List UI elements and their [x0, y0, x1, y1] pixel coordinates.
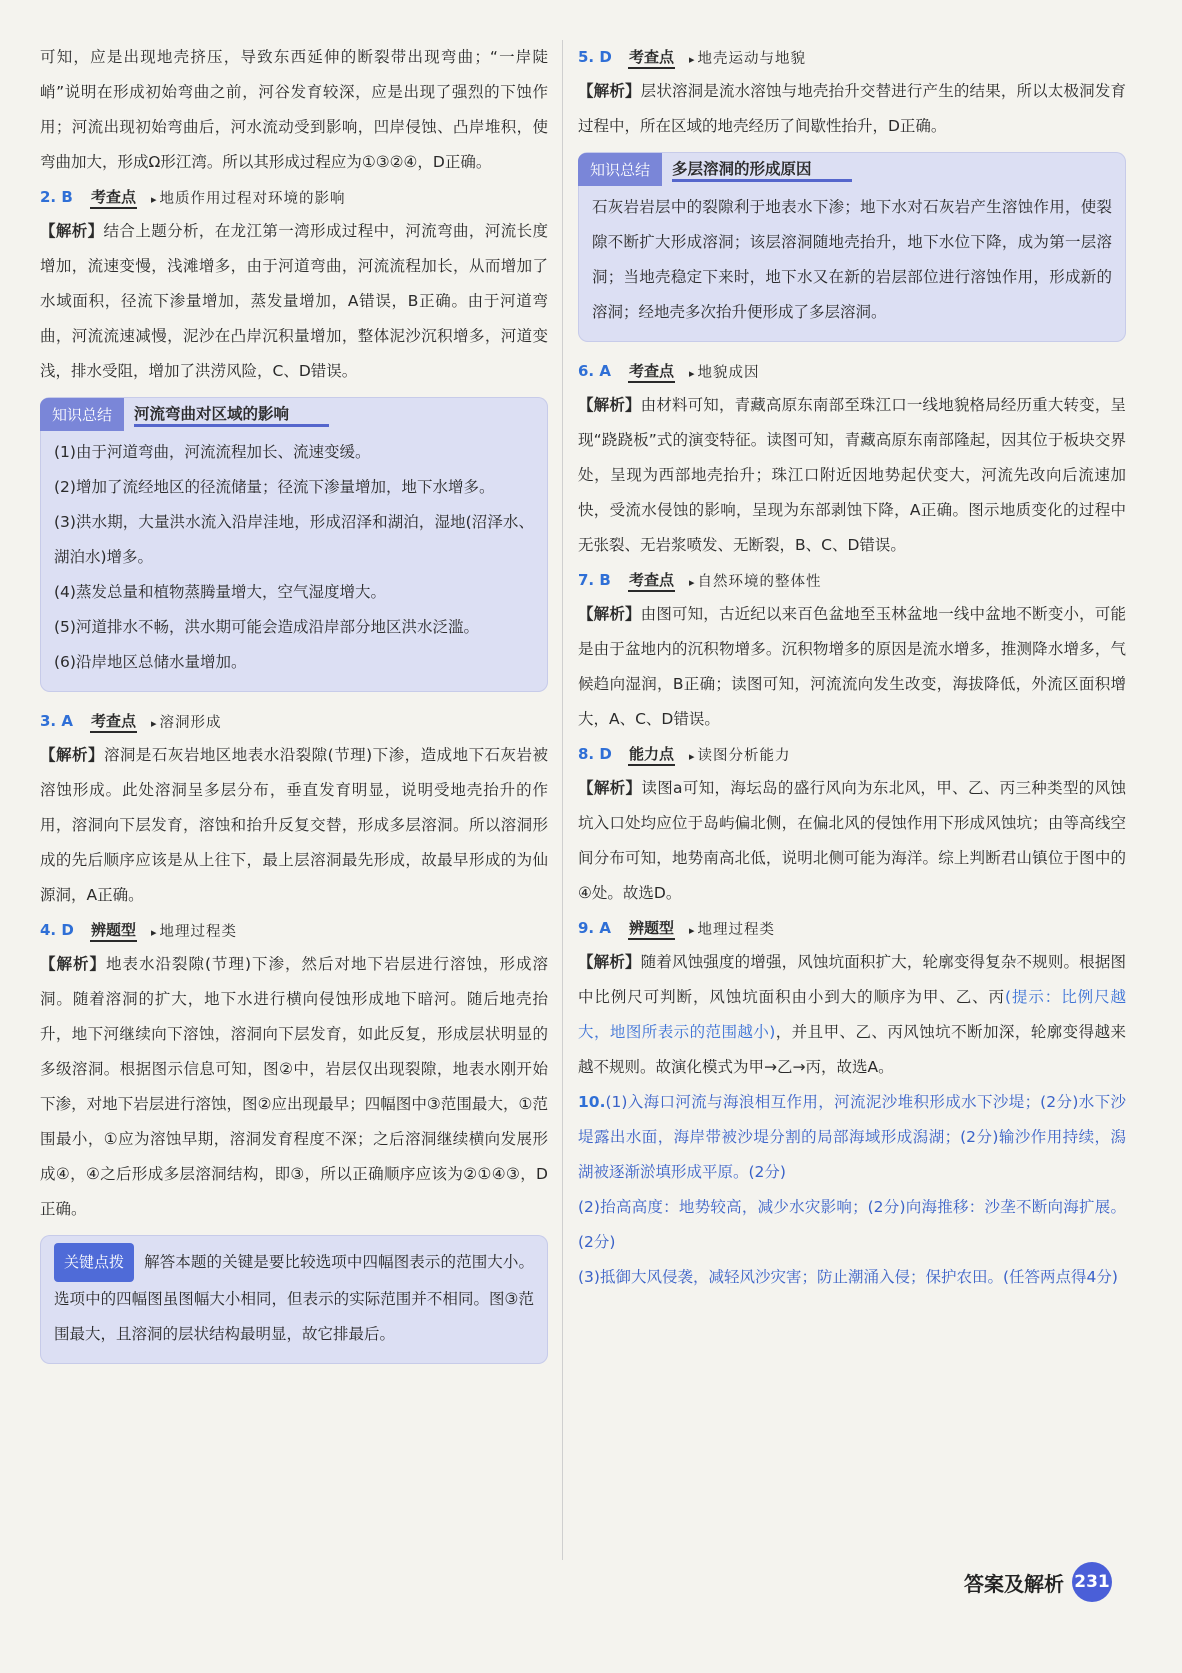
analysis-text: 由图可知，古近纪以来百色盆地至玉林盆地一线中盆地不断变小，可能是由于盆地内的沉积物增多。沉积物增多的原因是流水增多，推测降水增多，气候趋向湿润，B正确；读图可知，河流流向发生改变，海拔降低，外流区面积增大，A、C、D错误。 [578, 605, 1126, 728]
question-4-analysis [40, 947, 548, 1227]
analysis-tag: 【解析】 [578, 605, 641, 623]
analysis-tag: 【解析】 [578, 82, 641, 100]
summary-text: 石灰岩岩层中的裂隙利于地表水下渗；地下水对石灰岩产生溶蚀作用，使裂隙不断扩大形成溶洞；该层溶洞随地壳抬升，地下水位下降，成为第一层溶洞；当地壳稳定下来时，地下水又在新的岩层部位进行溶蚀作用，形成新的溶洞；经地壳多次抬升便形成了多层溶洞。 [592, 198, 1112, 321]
question-6 [578, 354, 1126, 563]
question-number: 5. D [578, 48, 612, 66]
question-topic: ▸ 地质作用过程对环境的影响 [151, 187, 346, 208]
analysis-tag: 【解析】 [40, 746, 104, 764]
summary-item: (6)沿岸地区总储水量增加。 [54, 653, 247, 671]
hint-text: (提示：比例尺越大，地图所表示的范围越小) [578, 988, 1126, 1041]
question-type: 辨题型 [90, 919, 137, 942]
question-type: 能力点 [628, 743, 675, 766]
analysis-tag: 【解析】 [578, 396, 641, 414]
question-type: 考查点 [628, 360, 675, 383]
question-9 [578, 911, 1126, 1085]
question-6-header [578, 354, 1126, 388]
right-column [578, 40, 1126, 1295]
left-column [40, 40, 548, 1376]
question-2-analysis [40, 214, 548, 389]
box-header [578, 152, 1126, 186]
question-9-header [578, 911, 1126, 945]
analysis-text: ，并且甲、乙、丙风蚀坑不断加深，轮廓变得越来越不规则。故演化模式为甲→乙→丙，故选A。 [578, 1023, 1126, 1076]
question-2-header [40, 180, 548, 214]
analysis-text: 溶洞是石灰岩地区地表水沿裂隙(节理)下渗，造成地下石灰岩被溶蚀形成。此处溶洞呈多层分布，垂直发育明显，说明受地壳抬升的作用，溶洞向下层发育，溶蚀和抬升反复交替，形成多层溶洞。所以溶洞形成的先后顺序应该是从上往下，最上层溶洞最先形成，故最早形成的为仙源洞，A正确。 [40, 746, 548, 904]
question-type: 考查点 [628, 46, 675, 69]
key-point-box [40, 1235, 548, 1364]
question-type: 考查点 [90, 186, 137, 209]
question-4 [40, 913, 548, 1227]
question-4-header [40, 913, 548, 947]
question-6-analysis [578, 388, 1126, 563]
q1-continuation: 可知，应是出现地壳挤压，导致东西延伸的断裂带出现弯曲；“一岸陡峭”说明在形成初始弯曲之前，河谷发育较深，应是出现了强烈的下蚀作用；河流出现初始弯曲后，河水流动受到影响，凹岸侵蚀、凸岸堆积，使弯曲加大，形成Ω形江湾。所以其形成过程应为①③②④，D正确。 [40, 48, 548, 171]
question-topic: ▸ 溶洞形成 [151, 711, 222, 732]
question-topic: ▸ 地壳运动与地貌 [689, 47, 806, 68]
question-type: 考查点 [90, 710, 137, 733]
analysis-text: 由材料可知，青藏高原东南部至珠江口一线地貌格局经历重大转变，呈现“跷跷板”式的演变特征。读图可知，青藏高原东南部隆起，因其位于板块交界处，呈现为西部地壳抬升；珠江口附近因地势起伏变大，河流先改向后流速加快，受流水侵蚀的影响，呈现为东部剥蚀下降，A正确。图示地质变化的过程中无张裂、无岩浆喷发、无断裂，B、C、D错误。 [578, 396, 1126, 554]
question-7 [578, 563, 1126, 737]
summary-item: (5)河道排水不畅，洪水期可能会造成沿岸部分地区洪水泛滥。 [54, 618, 479, 636]
question-10-answer [578, 1085, 1126, 1190]
question-topic: ▸ 自然环境的整体性 [689, 570, 822, 591]
question-2 [40, 180, 548, 389]
summary-item: (2)增加了流经地区的径流储量；径流下渗量增加，地下水增多。 [54, 478, 495, 496]
analysis-tag: 【解析】 [40, 222, 104, 240]
question-7-analysis [578, 597, 1126, 737]
analysis-tag: 【解析】 [578, 779, 642, 797]
question-5 [578, 40, 1126, 144]
key-point-text [54, 1243, 534, 1352]
box-title: 多层溶洞的形成原因 [672, 157, 852, 182]
question-number: 4. D [40, 921, 74, 939]
page-number: 231 [1072, 1562, 1112, 1602]
summary-item: (1)由于河道弯曲，河流流程加长、流速变缓。 [54, 443, 371, 461]
question-number: 2. B [40, 188, 73, 206]
question-8-header [578, 737, 1126, 771]
question-type: 辨题型 [628, 917, 675, 940]
question-number: 6. A [578, 362, 611, 380]
box-label: 知识总结 [578, 153, 662, 186]
column-divider [562, 40, 563, 1560]
question-5-analysis [578, 74, 1126, 144]
question-topic: ▸ 读图分析能力 [689, 744, 791, 765]
key-point-body: 解答本题的关键是要比较选项中四幅图表示的范围大小。选项中的四幅图虽图幅大小相同，但表示的实际范围并不相同。图③范围最大，且溶洞的层状结构最明显，故它排最后。 [54, 1253, 534, 1343]
question-3 [40, 704, 548, 913]
summary-item: (3)洪水期，大量洪水流入沿岸洼地，形成沼泽和湖泊，湿地(沼泽水、湖泊水)增多。 [54, 513, 534, 566]
key-point-label: 关键点拨 [54, 1243, 134, 1282]
page-footer [964, 1562, 1112, 1602]
question-10-answer: (3)抵御大风侵袭，减轻风沙灾害；防止潮涌入侵；保护农田。(任答两点得4分) [578, 1268, 1118, 1286]
question-5-header [578, 40, 1126, 74]
question-10-answer: (2)抬高高度：地势较高，减少水灾影响；(2分)向海推移：沙垄不断向海扩展。(2分) [578, 1198, 1126, 1251]
question-type: 考查点 [628, 569, 675, 592]
box-label: 知识总结 [40, 398, 124, 431]
question-3-header [40, 704, 548, 738]
question-number: 3. A [40, 712, 73, 730]
analysis-tag: 【解析】 [578, 953, 641, 971]
answer-line: (1)入海口河流与海浪相互作用，河流泥沙堆积形成水下沙堤；(2分)水下沙堤露出水面，海岸带被沙堤分割的局部海域形成潟湖；(2分)输沙作用持续，潟湖被逐渐淤填形成平原。(2分) [578, 1093, 1126, 1181]
analysis-text: 读图a可知，海坛岛的盛行风向为东北风，甲、乙、丙三种类型的风蚀坑入口处均应位于岛屿偏北侧，在偏北风的侵蚀作用下形成风蚀坑；由等高线空间分布可知，地势南高北低，说明北侧可能为海洋。综上判断君山镇位于图中的④处。故选D。 [578, 779, 1126, 902]
question-number: 7. B [578, 571, 611, 589]
question-10 [578, 1085, 1126, 1295]
analysis-text: 随着风蚀强度的增强，风蚀坑面积扩大，轮廓变得复杂不规则。根据图中比例尺可判断，风蚀坑面积由小到大的顺序为甲、乙、丙 [578, 953, 1126, 1006]
analysis-text: 结合上题分析，在龙江第一湾形成过程中，河流弯曲，河流长度增加，流速变慢，浅滩增多，由于河道弯曲，河流流程加长，从而增加了水域面积，径流下渗量增加，蒸发量增加，A错误，B正确。由于河道弯曲，河流流速减慢，泥沙在凸岸沉积量增加，整体泥沙沉积增多，河道变浅，排水受阻，增加了洪涝风险，C、D错误。 [40, 222, 548, 380]
question-8 [578, 737, 1126, 911]
analysis-text: 层状溶洞是流水溶蚀与地壳抬升交替进行产生的结果，所以太极洞发育过程中，所在区域的地壳经历了间歇性抬升，D正确。 [578, 82, 1126, 135]
question-9-analysis [578, 945, 1126, 1085]
knowledge-summary-box [40, 397, 548, 692]
box-title: 河流弯曲对区域的影响 [134, 402, 329, 427]
question-topic: ▸ 地貌成因 [689, 361, 760, 382]
summary-item: (4)蒸发总量和植物蒸腾量增大，空气湿度增大。 [54, 583, 386, 601]
question-number: 10. [578, 1093, 606, 1111]
question-3-analysis [40, 738, 548, 913]
question-8-analysis [578, 771, 1126, 911]
question-number: 9. A [578, 919, 611, 937]
question-topic: ▸ 地理过程类 [151, 920, 237, 941]
question-topic: ▸ 地理过程类 [689, 918, 775, 939]
knowledge-summary-box [578, 152, 1126, 342]
question-number: 8. D [578, 745, 612, 763]
analysis-text: 地表水沿裂隙(节理)下渗，然后对地下岩层进行溶蚀，形成溶洞。随着溶洞的扩大，地下水进行横向侵蚀形成地下暗河。随后地壳抬升，地下河继续向下溶蚀，溶洞向下层发育，如此反复，形成层状明显的多级溶洞。根据图示信息可知，图②中，岩层仅出现裂隙，地表水刚开始下渗，对地下岩层进行溶蚀，图②应出现最早；四幅图中③范围最大，①范围最小，①应为溶蚀早期，溶洞发育程度不深；之后溶洞继续横向发展形成④，④之后形成多层溶洞结构，即③，所以正确顺序应该为②①④③，D正确。 [40, 955, 548, 1218]
question-7-header [578, 563, 1126, 597]
analysis-tag: 【解析】 [40, 955, 106, 973]
footer-label: 答案及解析 [964, 1571, 1064, 1596]
box-header [40, 397, 548, 431]
